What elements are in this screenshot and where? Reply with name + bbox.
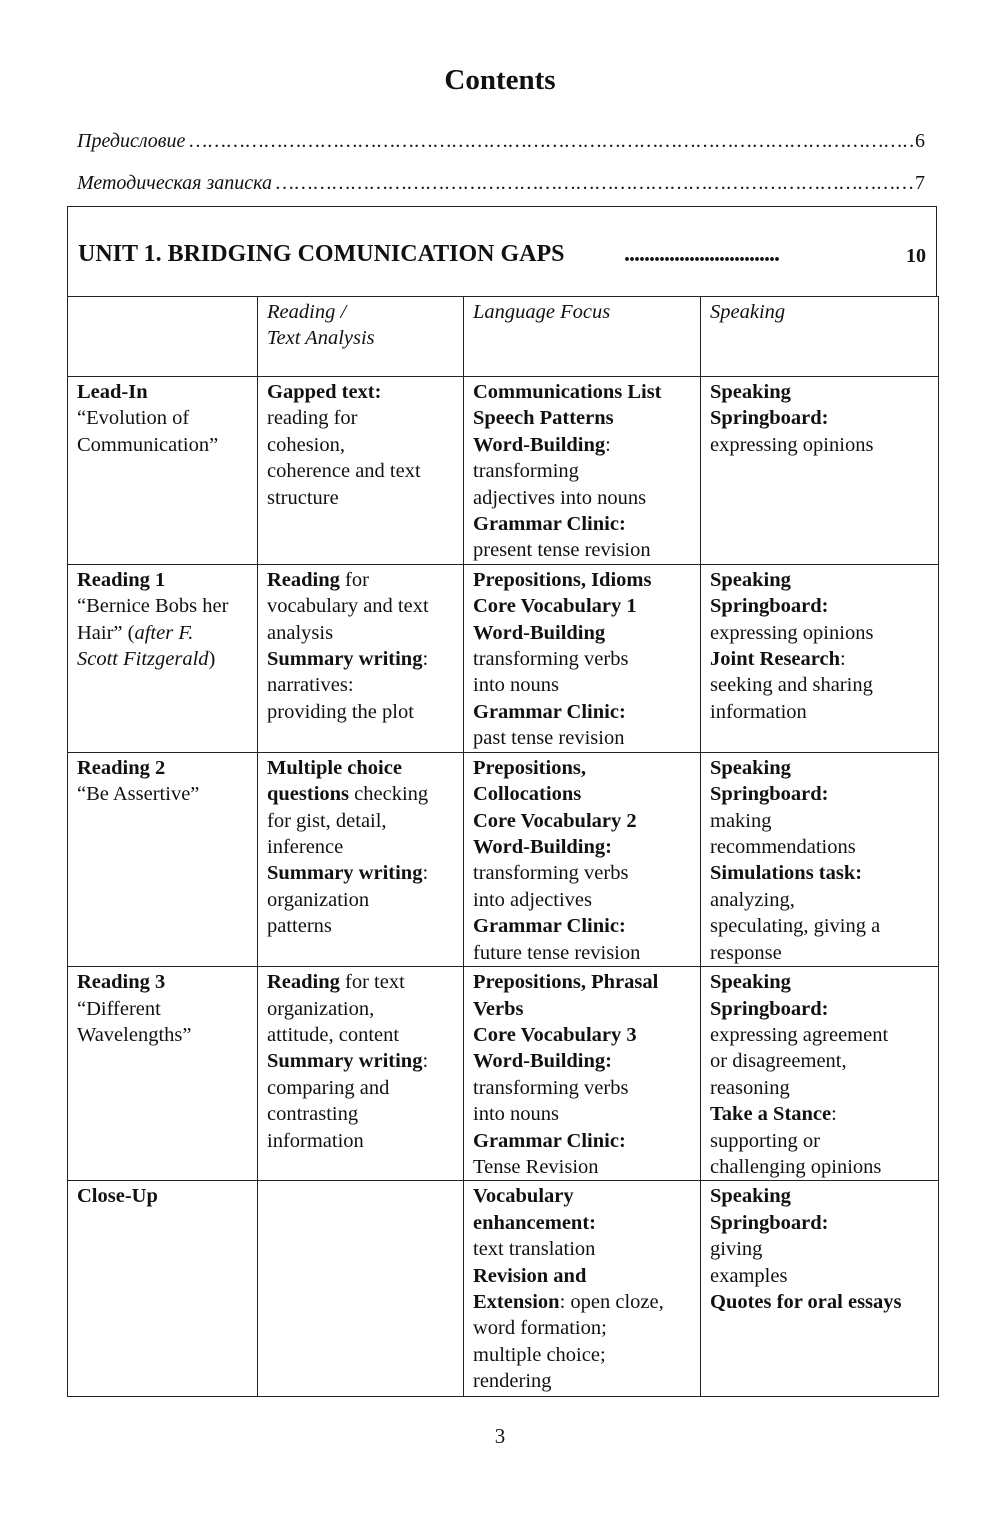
cell-line bbox=[77, 405, 249, 431]
text-segment: “Be Assertive” bbox=[77, 783, 200, 806]
cell-line bbox=[473, 1048, 692, 1074]
text-segment: Summary writing bbox=[267, 648, 423, 671]
cell-line bbox=[473, 1101, 692, 1127]
cell-line bbox=[473, 940, 692, 966]
contents-table bbox=[67, 296, 939, 1397]
text-segment: vocabulary and text bbox=[267, 595, 429, 618]
toc-page: 7 bbox=[915, 172, 925, 194]
text-segment: : bbox=[840, 648, 846, 671]
speaking-cell bbox=[701, 1181, 939, 1397]
text-segment: : open cloze, bbox=[559, 1290, 664, 1313]
cell-line bbox=[710, 405, 930, 431]
cell-line bbox=[267, 620, 455, 646]
toc-entry-preface[interactable] bbox=[77, 130, 925, 153]
text-segment: for text bbox=[339, 971, 405, 994]
text-segment: expressing agreement bbox=[710, 1023, 889, 1046]
cell-line bbox=[710, 1048, 930, 1074]
text-segment: reasoning bbox=[710, 1076, 790, 1099]
cell-line bbox=[267, 969, 455, 995]
cell-line bbox=[710, 620, 930, 646]
text-segment: providing the plot bbox=[267, 700, 414, 723]
unit-leader-dots bbox=[624, 241, 779, 268]
text-segment: narratives: bbox=[267, 674, 354, 697]
cell-line bbox=[710, 567, 930, 593]
text-segment: information bbox=[267, 1129, 364, 1152]
text-segment: word formation; bbox=[473, 1317, 607, 1340]
text-segment: supporting or bbox=[710, 1129, 820, 1152]
text-segment: cohesion, bbox=[267, 433, 345, 456]
cell-line bbox=[473, 699, 692, 725]
cell-line bbox=[710, 755, 930, 781]
text-segment: adjectives into nouns bbox=[473, 486, 647, 509]
text-segment: reading for bbox=[267, 407, 358, 430]
table-row bbox=[68, 377, 939, 565]
text-segment: expressing opinions bbox=[710, 621, 874, 644]
text-segment: into nouns bbox=[473, 1103, 559, 1126]
cell-line bbox=[710, 834, 930, 860]
cell-line bbox=[710, 860, 930, 886]
text-segment: Take a Stance bbox=[710, 1103, 832, 1126]
unit-heading[interactable] bbox=[67, 206, 937, 297]
toc-page: 6 bbox=[915, 130, 925, 152]
text-segment: text translation bbox=[473, 1238, 596, 1261]
text-segment: Springboard: bbox=[710, 595, 829, 618]
cell-line bbox=[77, 620, 249, 646]
cell-line bbox=[267, 1022, 455, 1048]
text-segment: into adjectives bbox=[473, 888, 592, 911]
cell-line bbox=[77, 1022, 249, 1048]
text-segment: transforming verbs bbox=[473, 648, 629, 671]
text-segment: comparing and bbox=[267, 1076, 390, 1099]
toc-label: Методическая записка bbox=[77, 172, 273, 194]
cell-line bbox=[473, 537, 692, 563]
text-segment: Multiple choice bbox=[267, 756, 402, 779]
text-segment: Springboard: bbox=[710, 407, 829, 430]
speaking-cell bbox=[701, 564, 939, 752]
text-segment: making bbox=[710, 809, 772, 832]
cell-line bbox=[710, 969, 930, 995]
cell-line bbox=[267, 1075, 455, 1101]
text-segment: response bbox=[710, 941, 782, 964]
unit-page: 10 bbox=[906, 245, 926, 267]
text-segment: Reading 3 bbox=[77, 971, 166, 994]
cell-line bbox=[267, 1128, 455, 1154]
text-segment: future tense revision bbox=[473, 941, 641, 964]
cell-line bbox=[710, 887, 930, 913]
page-title: Contents bbox=[444, 64, 556, 96]
text-segment: Word-Building bbox=[473, 433, 606, 456]
text-segment: Quotes for oral essays bbox=[710, 1290, 902, 1313]
text-segment: Word-Building bbox=[473, 621, 606, 644]
text-segment: Speaking bbox=[710, 971, 791, 994]
text-segment: Verbs bbox=[473, 997, 524, 1020]
text-segment: Hair” ( bbox=[77, 621, 135, 644]
text-segment: Communications List bbox=[473, 381, 662, 403]
language-focus-cell bbox=[464, 967, 701, 1181]
text-segment: transforming bbox=[473, 460, 579, 483]
cell-line bbox=[473, 996, 692, 1022]
reading-cell bbox=[258, 564, 464, 752]
text-segment: Word-Building: bbox=[473, 1050, 612, 1073]
text-segment: Core Vocabulary 1 bbox=[473, 595, 637, 618]
text-segment: Summary writing bbox=[267, 862, 423, 885]
toc-leader-dots bbox=[185, 130, 915, 153]
cell-line bbox=[267, 1048, 455, 1074]
cell-line bbox=[710, 593, 930, 619]
header-cell: Language Focus bbox=[464, 297, 701, 377]
text-segment: Revision and bbox=[473, 1264, 587, 1287]
cell-line bbox=[710, 781, 930, 807]
header-cell bbox=[68, 297, 258, 377]
text-segment: Simulations task: bbox=[710, 862, 863, 885]
header-cell: Speaking bbox=[701, 297, 939, 377]
text-segment: Scott Fitzgerald bbox=[77, 648, 209, 671]
reading-cell bbox=[258, 967, 464, 1181]
text-segment: Vocabulary bbox=[473, 1185, 574, 1208]
text-segment: Extension bbox=[473, 1290, 560, 1313]
speaking-cell bbox=[701, 752, 939, 966]
section-cell bbox=[68, 967, 258, 1181]
language-focus-cell bbox=[464, 1181, 701, 1397]
text-segment: organization, bbox=[267, 997, 375, 1020]
text-segment: Reading bbox=[267, 971, 340, 994]
cell-line bbox=[267, 567, 455, 593]
text-segment: multiple choice; bbox=[473, 1343, 606, 1366]
text-segment: transforming verbs bbox=[473, 1076, 629, 1099]
reading-cell bbox=[258, 377, 464, 565]
text-segment: Tense Revision bbox=[473, 1155, 599, 1178]
language-focus-cell bbox=[464, 377, 701, 565]
cell-line bbox=[267, 834, 455, 860]
text-segment: Grammar Clinic: bbox=[473, 915, 626, 938]
toc-leader-dots bbox=[272, 172, 915, 195]
cell-line bbox=[710, 646, 930, 672]
speaking-cell bbox=[701, 377, 939, 565]
cell-line bbox=[473, 620, 692, 646]
cell-line bbox=[267, 432, 455, 458]
cell-line bbox=[710, 699, 930, 725]
cell-line bbox=[473, 485, 692, 511]
text-segment: ) bbox=[208, 648, 216, 671]
text-segment: analyzing, bbox=[710, 888, 795, 911]
text-segment: expressing opinions bbox=[710, 433, 874, 456]
text-segment: “Different bbox=[77, 997, 161, 1020]
cell-line bbox=[267, 405, 455, 431]
text-segment: Wavelengths” bbox=[77, 1023, 192, 1046]
unit-title: UNIT 1. BRIDGING COMUNICATION GAPS bbox=[78, 241, 565, 267]
text-segment: seeking and sharing bbox=[710, 674, 873, 697]
cell-line bbox=[473, 432, 692, 458]
cell-line bbox=[473, 969, 692, 995]
cell-line bbox=[267, 672, 455, 698]
text-segment: or disagreement, bbox=[710, 1050, 847, 1073]
text-segment: giving bbox=[710, 1238, 763, 1261]
cell-line bbox=[77, 781, 249, 807]
text-segment: Speaking bbox=[710, 381, 791, 403]
cell-line bbox=[710, 1075, 930, 1101]
cell-line bbox=[473, 405, 692, 431]
text-segment: Grammar Clinic: bbox=[473, 700, 626, 723]
reading-cell bbox=[258, 1181, 464, 1397]
cell-line bbox=[267, 860, 455, 886]
cell-line bbox=[473, 887, 692, 913]
cell-line bbox=[267, 755, 455, 781]
cell-line bbox=[77, 432, 249, 458]
cell-line bbox=[710, 672, 930, 698]
cell-line bbox=[473, 1210, 692, 1236]
cell-line bbox=[267, 485, 455, 511]
cell-line bbox=[710, 1183, 930, 1209]
text-segment: Prepositions, Idioms bbox=[473, 568, 652, 591]
text-segment: : bbox=[422, 1050, 429, 1073]
cell-line bbox=[473, 593, 692, 619]
cell-line bbox=[710, 940, 930, 966]
text-segment: challenging opinions bbox=[710, 1155, 882, 1178]
text-segment: Speaking bbox=[710, 568, 791, 591]
cell-line bbox=[77, 969, 249, 995]
text-segment: Springboard: bbox=[710, 783, 829, 806]
cell-line bbox=[267, 646, 455, 672]
cell-line bbox=[710, 1022, 930, 1048]
text-segment: contrasting bbox=[267, 1103, 359, 1126]
cell-line bbox=[77, 755, 249, 781]
cell-line bbox=[710, 808, 930, 834]
language-focus-cell bbox=[464, 752, 701, 966]
table-header-row bbox=[68, 297, 939, 377]
text-segment: Speech Patterns bbox=[473, 407, 614, 430]
text-segment: speculating, giving a bbox=[710, 915, 881, 938]
cell-line bbox=[710, 996, 930, 1022]
cell-line bbox=[77, 567, 249, 593]
text-segment: : bbox=[422, 648, 429, 671]
text-segment: organization bbox=[267, 888, 370, 911]
text-segment: Springboard: bbox=[710, 997, 829, 1020]
cell-line bbox=[710, 1263, 930, 1289]
text-segment: Lead-In bbox=[77, 381, 148, 403]
cell-line bbox=[77, 1183, 249, 1209]
cell-line bbox=[473, 1263, 692, 1289]
cell-line bbox=[267, 1101, 455, 1127]
table-row bbox=[68, 1181, 939, 1397]
cell-line bbox=[267, 699, 455, 725]
cell-line bbox=[710, 379, 930, 405]
cell-line bbox=[710, 432, 930, 458]
cell-line bbox=[473, 755, 692, 781]
text-segment: inference bbox=[267, 836, 344, 859]
cell-line bbox=[473, 1315, 692, 1341]
text-segment: “Bernice Bobs her bbox=[77, 595, 229, 618]
section-cell bbox=[68, 752, 258, 966]
text-segment: : bbox=[831, 1103, 837, 1126]
cell-line bbox=[473, 1342, 692, 1368]
cell-line bbox=[77, 996, 249, 1022]
cell-line bbox=[77, 379, 249, 405]
toc-entry-methodology-note[interactable] bbox=[77, 172, 925, 195]
text-segment: Grammar Clinic: bbox=[473, 513, 626, 536]
text-segment: checking bbox=[349, 783, 429, 806]
text-segment: patterns bbox=[267, 915, 332, 938]
section-cell bbox=[68, 564, 258, 752]
text-segment: after F. bbox=[134, 621, 194, 644]
cell-line bbox=[710, 1210, 930, 1236]
text-segment: into nouns bbox=[473, 674, 559, 697]
section-cell bbox=[68, 377, 258, 565]
cell-line bbox=[473, 1128, 692, 1154]
text-segment: : bbox=[605, 433, 611, 456]
text-segment: “Evolution of bbox=[77, 407, 190, 430]
text-segment: for bbox=[339, 568, 369, 591]
text-segment: Speaking bbox=[710, 756, 791, 779]
text-segment: Reading 1 bbox=[77, 568, 166, 591]
text-segment: Core Vocabulary 3 bbox=[473, 1023, 637, 1046]
cell-line bbox=[473, 1289, 692, 1315]
cell-line bbox=[77, 646, 249, 672]
cell-line bbox=[710, 1289, 930, 1315]
cell-line bbox=[473, 672, 692, 698]
page-number: 3 bbox=[494, 1424, 506, 1448]
text-segment: enhancement: bbox=[473, 1211, 596, 1234]
cell-line bbox=[267, 913, 455, 939]
cell-line bbox=[267, 593, 455, 619]
section-cell bbox=[68, 1181, 258, 1397]
cell-line bbox=[473, 379, 692, 405]
cell-line bbox=[267, 458, 455, 484]
text-segment: Joint Research bbox=[710, 648, 841, 671]
cell-line bbox=[710, 1236, 930, 1262]
text-segment: Core Vocabulary 2 bbox=[473, 809, 637, 832]
table-row bbox=[68, 752, 939, 966]
text-segment: past tense revision bbox=[473, 727, 625, 750]
table-row bbox=[68, 564, 939, 752]
text-segment: Prepositions, bbox=[473, 756, 586, 779]
language-focus-cell bbox=[464, 564, 701, 752]
text-segment: attitude, content bbox=[267, 1023, 400, 1046]
cell-line bbox=[267, 808, 455, 834]
cell-line bbox=[473, 1154, 692, 1180]
reading-cell bbox=[258, 752, 464, 966]
cell-line bbox=[473, 1075, 692, 1101]
header-cell: Reading / Text Analysis bbox=[258, 297, 464, 377]
speaking-cell bbox=[701, 967, 939, 1181]
cell-line bbox=[473, 511, 692, 537]
table-row bbox=[68, 967, 939, 1181]
text-segment: structure bbox=[267, 486, 339, 509]
text-segment: Communication” bbox=[77, 433, 219, 456]
cell-line bbox=[473, 1183, 692, 1209]
cell-line bbox=[473, 1236, 692, 1262]
cell-line bbox=[473, 860, 692, 886]
text-segment: Speaking bbox=[710, 1185, 791, 1208]
text-segment: Gapped text: bbox=[267, 381, 382, 403]
cell-line bbox=[267, 781, 455, 807]
text-segment: rendering bbox=[473, 1370, 552, 1393]
cell-line bbox=[473, 913, 692, 939]
cell-line bbox=[267, 887, 455, 913]
cell-line bbox=[473, 458, 692, 484]
cell-line bbox=[473, 808, 692, 834]
cell-line bbox=[77, 593, 249, 619]
cell-line bbox=[267, 379, 455, 405]
text-segment: Reading 2 bbox=[77, 756, 166, 779]
toc-label: Предисловие bbox=[77, 130, 186, 152]
text-segment: recommendations bbox=[710, 836, 856, 859]
cell-line bbox=[473, 1368, 692, 1394]
cell-line bbox=[473, 646, 692, 672]
text-segment: information bbox=[710, 700, 807, 723]
text-segment: analysis bbox=[267, 621, 334, 644]
text-segment: Summary writing bbox=[267, 1050, 423, 1073]
cell-line bbox=[473, 567, 692, 593]
text-segment: Reading bbox=[267, 568, 340, 591]
cell-line bbox=[710, 1128, 930, 1154]
cell-line bbox=[710, 1101, 930, 1127]
text-segment: : bbox=[422, 862, 429, 885]
text-segment: examples bbox=[710, 1264, 788, 1287]
cell-line bbox=[473, 725, 692, 751]
text-segment: transforming verbs bbox=[473, 862, 629, 885]
cell-line bbox=[473, 834, 692, 860]
text-segment: Close-Up bbox=[77, 1185, 158, 1208]
cell-line bbox=[473, 781, 692, 807]
text-segment: Springboard: bbox=[710, 1211, 829, 1234]
text-segment: Collocations bbox=[473, 783, 582, 806]
text-segment: coherence and text bbox=[267, 460, 421, 483]
cell-line bbox=[710, 913, 930, 939]
text-segment: Grammar Clinic: bbox=[473, 1129, 626, 1152]
cell-line bbox=[710, 1154, 930, 1180]
cell-line bbox=[473, 1022, 692, 1048]
text-segment: present tense revision bbox=[473, 539, 651, 562]
text-segment: questions bbox=[267, 783, 350, 806]
cell-line bbox=[267, 996, 455, 1022]
text-segment: for gist, detail, bbox=[267, 809, 387, 832]
text-segment: Word-Building: bbox=[473, 836, 612, 859]
text-segment: Prepositions, Phrasal bbox=[473, 971, 659, 994]
